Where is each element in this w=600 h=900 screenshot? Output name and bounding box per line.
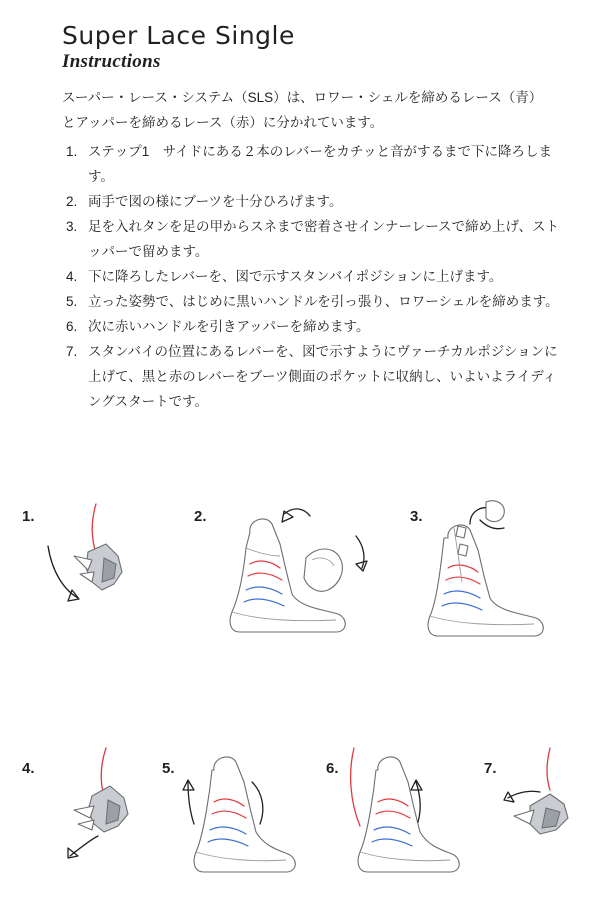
list-item: ステップ1 サイドにある２本のレバーをカチッと音がするまで下に降ろします。 bbox=[88, 144, 552, 185]
figure-number: 6. bbox=[326, 760, 339, 777]
insert-foot-figure bbox=[404, 498, 584, 648]
list-item: 両手で図の様にブーツを十分ひろげます。 bbox=[88, 194, 343, 210]
list-item: 立った姿勢で、はじめに黒いハンドルを引っ張り、ロワーシェルを締めます。 bbox=[88, 294, 559, 310]
figure-number: 2. bbox=[194, 508, 207, 525]
list-item: 次に赤いハンドルを引きアッパーを締めます。 bbox=[88, 319, 370, 335]
figure-1-illustration bbox=[18, 498, 178, 638]
page-title: Super Lace Single bbox=[62, 21, 295, 50]
page-subtitle: Instructions bbox=[62, 50, 161, 72]
intro-paragraph: スーパー・レース・システム（SLS）は、ロワー・シェルを締めるレース（青）とアッパーを締めるレース（赤）に分かれています。 bbox=[62, 90, 536, 131]
figure-6-illustration bbox=[320, 738, 480, 888]
figure-5-illustration bbox=[156, 738, 316, 888]
pull-black-handle-figure bbox=[156, 738, 316, 888]
boot-open-figure bbox=[188, 498, 388, 648]
figure-number: 4. bbox=[22, 760, 35, 777]
figure-number: 3. bbox=[410, 508, 423, 525]
figure-number: 5. bbox=[162, 760, 175, 777]
lever-standby-figure bbox=[18, 738, 178, 878]
pull-red-handle-figure bbox=[320, 738, 480, 888]
figure-2-illustration bbox=[188, 498, 388, 648]
figure-gallery bbox=[0, 476, 600, 900]
list-item: 下に降ろしたレバーを、図で示すスタンバイポジションに上げます。 bbox=[88, 269, 503, 285]
figure-number: 1. bbox=[22, 508, 35, 525]
figure-4-illustration bbox=[18, 738, 178, 878]
steps-list bbox=[62, 140, 566, 415]
list-item: 足を入れタンを足の甲からスネまで密着させインナーレースで締め上げ、ストッパーで留めます。 bbox=[88, 219, 560, 260]
list-item: スタンバイの位置にあるレバーを、図で示すようにヴァーチカルポジションに上げて、黒と赤のレバーをブーツ側面のポケットに収納し、いよいよライディングスタートです。 bbox=[88, 344, 558, 410]
figure-7-illustration bbox=[478, 738, 598, 878]
figure-3-illustration bbox=[404, 498, 584, 648]
figure-number: 7. bbox=[484, 760, 497, 777]
lever-vertical-figure bbox=[478, 738, 598, 878]
lever-down-figure bbox=[18, 498, 178, 638]
